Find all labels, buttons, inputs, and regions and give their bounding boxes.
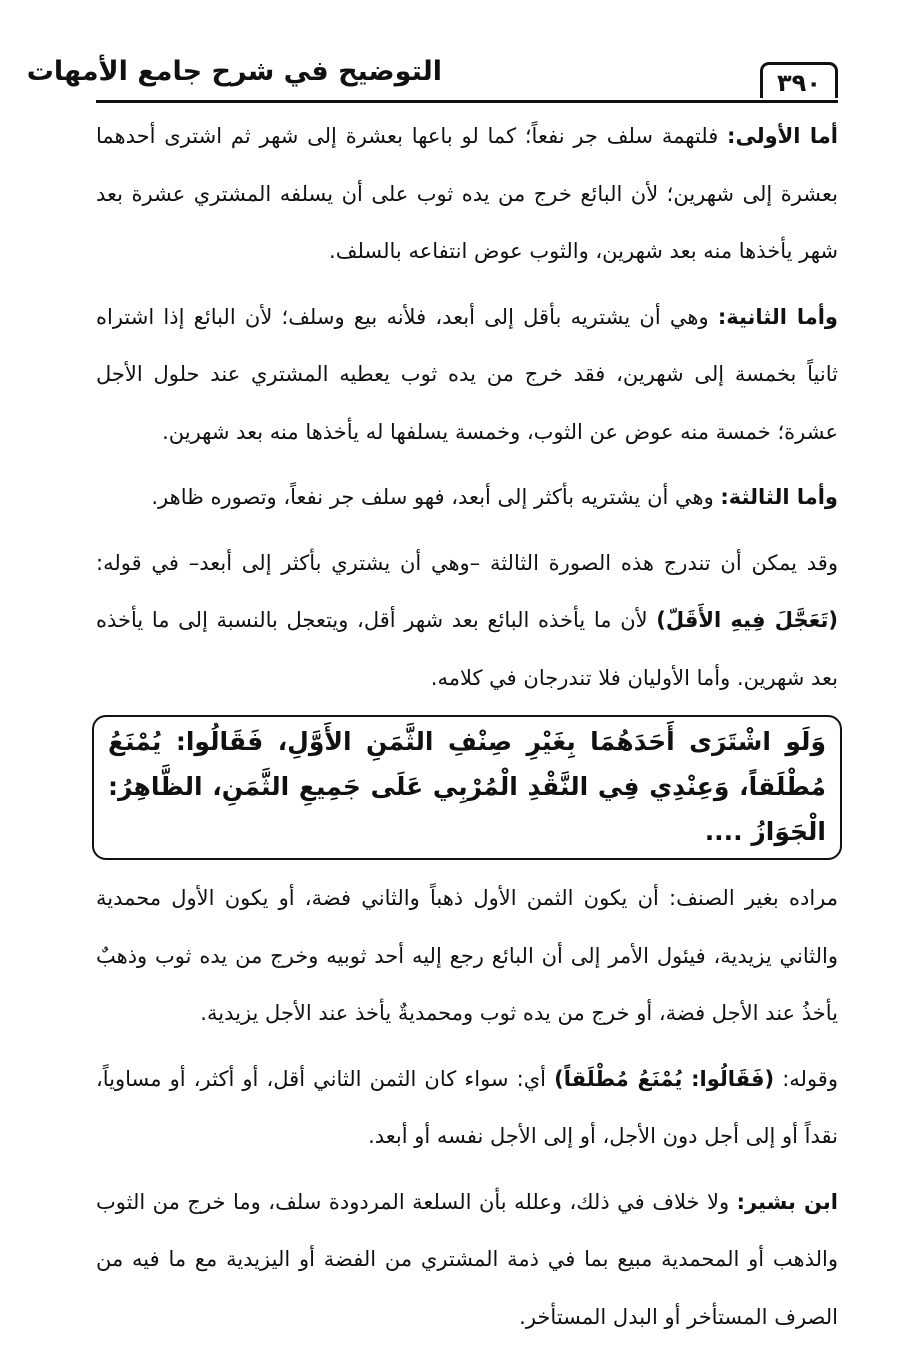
paragraph-ibn-bashir bbox=[96, 1174, 838, 1347]
paragraph-text: وهي أن يشتريه بأكثر إلى أبعد، فهو سلف جر نفعاً، وتصوره ظاهر. bbox=[151, 485, 721, 509]
quoted-text: (تَعَجَّلَ فِيهِ الأَقَلّ) bbox=[656, 608, 838, 632]
page-body bbox=[96, 108, 838, 1354]
paragraph-explanation bbox=[96, 870, 838, 1043]
paragraph-lead: ابن بشير: bbox=[736, 1189, 838, 1214]
page-number: ٣٩٠ bbox=[760, 62, 838, 98]
paragraph-qawluhu bbox=[96, 1051, 838, 1166]
paragraph-text: وقد يمكن أن تندرج هذه الصورة الثالثة –وهي أن يشتري بأكثر إلى أبعد– في قوله: bbox=[96, 550, 838, 575]
paragraph-first-case bbox=[96, 108, 838, 281]
quoted-text: (فَقَالُوا: يُمْنَعُ مُطْلَقاً) bbox=[554, 1066, 775, 1091]
paragraph-text: أي: سواء كان الثمن الثاني أقل، أو أكثر، أو مساوياً، نقداً أو إلى أجل دون الأجل، أو إلى الأجل نفسه أو أبعد. bbox=[96, 1066, 838, 1148]
paragraph-text: وهي أن يشتريه بأقل إلى أبعد، فلأنه بيع وسلف؛ لأن البائع إذا اشتراه ثانياً بخمسة إلى شهرين، فقد خرج من يده ثوب يعطيه المشتري عند حلول الأجل عشرة؛ خمسة منه عوض عن الثوب، وخمسة يسلفها له يأخذها منه بعد شهرين. bbox=[96, 304, 838, 444]
paragraph-text: فلتهمة سلف جر نفعاً؛ كما لو باعها بعشرة إلى شهر ثم اشترى أحدهما بعشرة إلى شهرين؛ لأن البائع خرج من يده ثوب على أن يسلفه المشتري عشرة بعد شهر يأخذها منه بعد شهرين، والثوب عوض انتفاعه بالسلف. bbox=[96, 124, 838, 263]
paragraph-text: وقوله: bbox=[774, 1066, 838, 1091]
paragraph-lead: وأما الثالثة: bbox=[720, 485, 838, 509]
paragraph-third-case bbox=[96, 469, 838, 527]
paragraph-second-case bbox=[96, 289, 838, 462]
paragraph-lead: وأما الثانية: bbox=[717, 304, 838, 329]
paragraph-text: ولا خلاف في ذلك، وعلله بأن السلعة المردودة سلف، وما خرج من الثوب والذهب أو المحمدية مبيع بما في ذمة المشتري من الفضة أو اليزيدية مع ما فيه من الصرف المستأخر أو البدل المستأخر. bbox=[96, 1189, 838, 1329]
matn-box: وَلَو اشْتَرَى أَحَدَهُمَا بِغَيْرِ صِنْفِ الثَّمَنِ الأَوَّلِ، فَقَالُوا: يُمْنَعُ مُطْلَقاً، وَعِنْدِي فِي النَّقْدِ الْمُرْبِي عَلَى جَمِيعِ الثَّمَنِ، الظَّاهِرُ: الْجَوَازُ .... bbox=[92, 715, 842, 860]
paragraph-text: لأن ما يأخذه البائع بعد شهر أقل، ويتعجل بالنسبة إلى ما يأخذه بعد شهرين. وأما الأوليان فلا تندرجان في كلامه. bbox=[96, 608, 838, 690]
book-title: التوضيح في شرح جامع الأمهات bbox=[26, 56, 442, 87]
paragraph-text: مراده بغير الصنف: أن يكون الثمن الأول ذهباً والثاني فضة، أو يكون الأول محمدية والثاني يزيدية، فيئول الأمر إلى أن البائع رجع إليه أحد ثوبيه وخرج من يده ثوب وذهبٌ يأخذُ عند الأجل فضة، أو خرج من يده ثوب ومحمديةٌ يأخذ عند الأجل يزيدية. bbox=[96, 886, 838, 1025]
page-header bbox=[26, 48, 838, 103]
paragraph-inclusion bbox=[96, 535, 838, 708]
paragraph-lead: أما الأولى: bbox=[727, 124, 838, 148]
